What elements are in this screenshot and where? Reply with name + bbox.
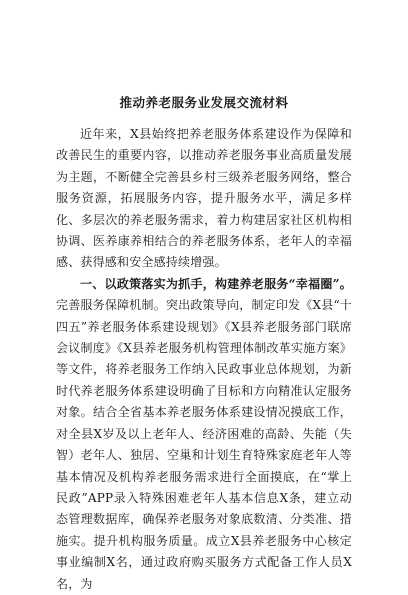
intro-paragraph: [56, 124, 352, 274]
section-one-text: 完善服务保障机制。突出政策导向，制定印发《X县“十四五”养老服务体系建设规划》《X县养老服务部门联席会议制度》《X县养老服务机构管理体制改革实施方案》等文件，将养老服务工作纳入民政事业总体规划，为新时代养老服务体系建设明确了目标和方向精准认定服务对象。结合全省基本养老服务体系建设情况摸底工作，对全县X岁及以上老年人、经济困难的高龄、失能（失智）老年人、独居、空巢和计划生育特殊家庭老年人等基本情况及机构养老服务需求进行全面摸底，在“掌上民政”APP录入特殊困难老年人基本信息X条，建立动态管理数据库，确保养老服务对象底数清、分类准、措施实。提升机构服务质量。成立X县养老服务中心核定事业编制X名，通过政府购买服务方式配备工作人员X名，为: [56, 298, 352, 591]
section-one-heading: 一、以政策落实为抓手，构建养老服务“幸福圈”。: [80, 276, 352, 291]
intro-paragraph-text: 近年来，X县始终把养老服务体系建设作为保障和改善民生的重要内容，以推动养老服务事业高质量发展为主题，不断健全完善县乡村三级养老服务网络，整合服务资源，拓展服务内容，提升服务水平，满足多样化、多层次的养老服务需求，着力构建居家社区机构相协调、医养康养相结合的养老服务体系，老年人的幸福感、获得感和安全感持续增强。: [56, 127, 352, 270]
section-one-paragraph: [56, 274, 352, 595]
document-body: [56, 124, 352, 595]
document-title: 推动养老服务业发展交流材料: [119, 95, 289, 110]
